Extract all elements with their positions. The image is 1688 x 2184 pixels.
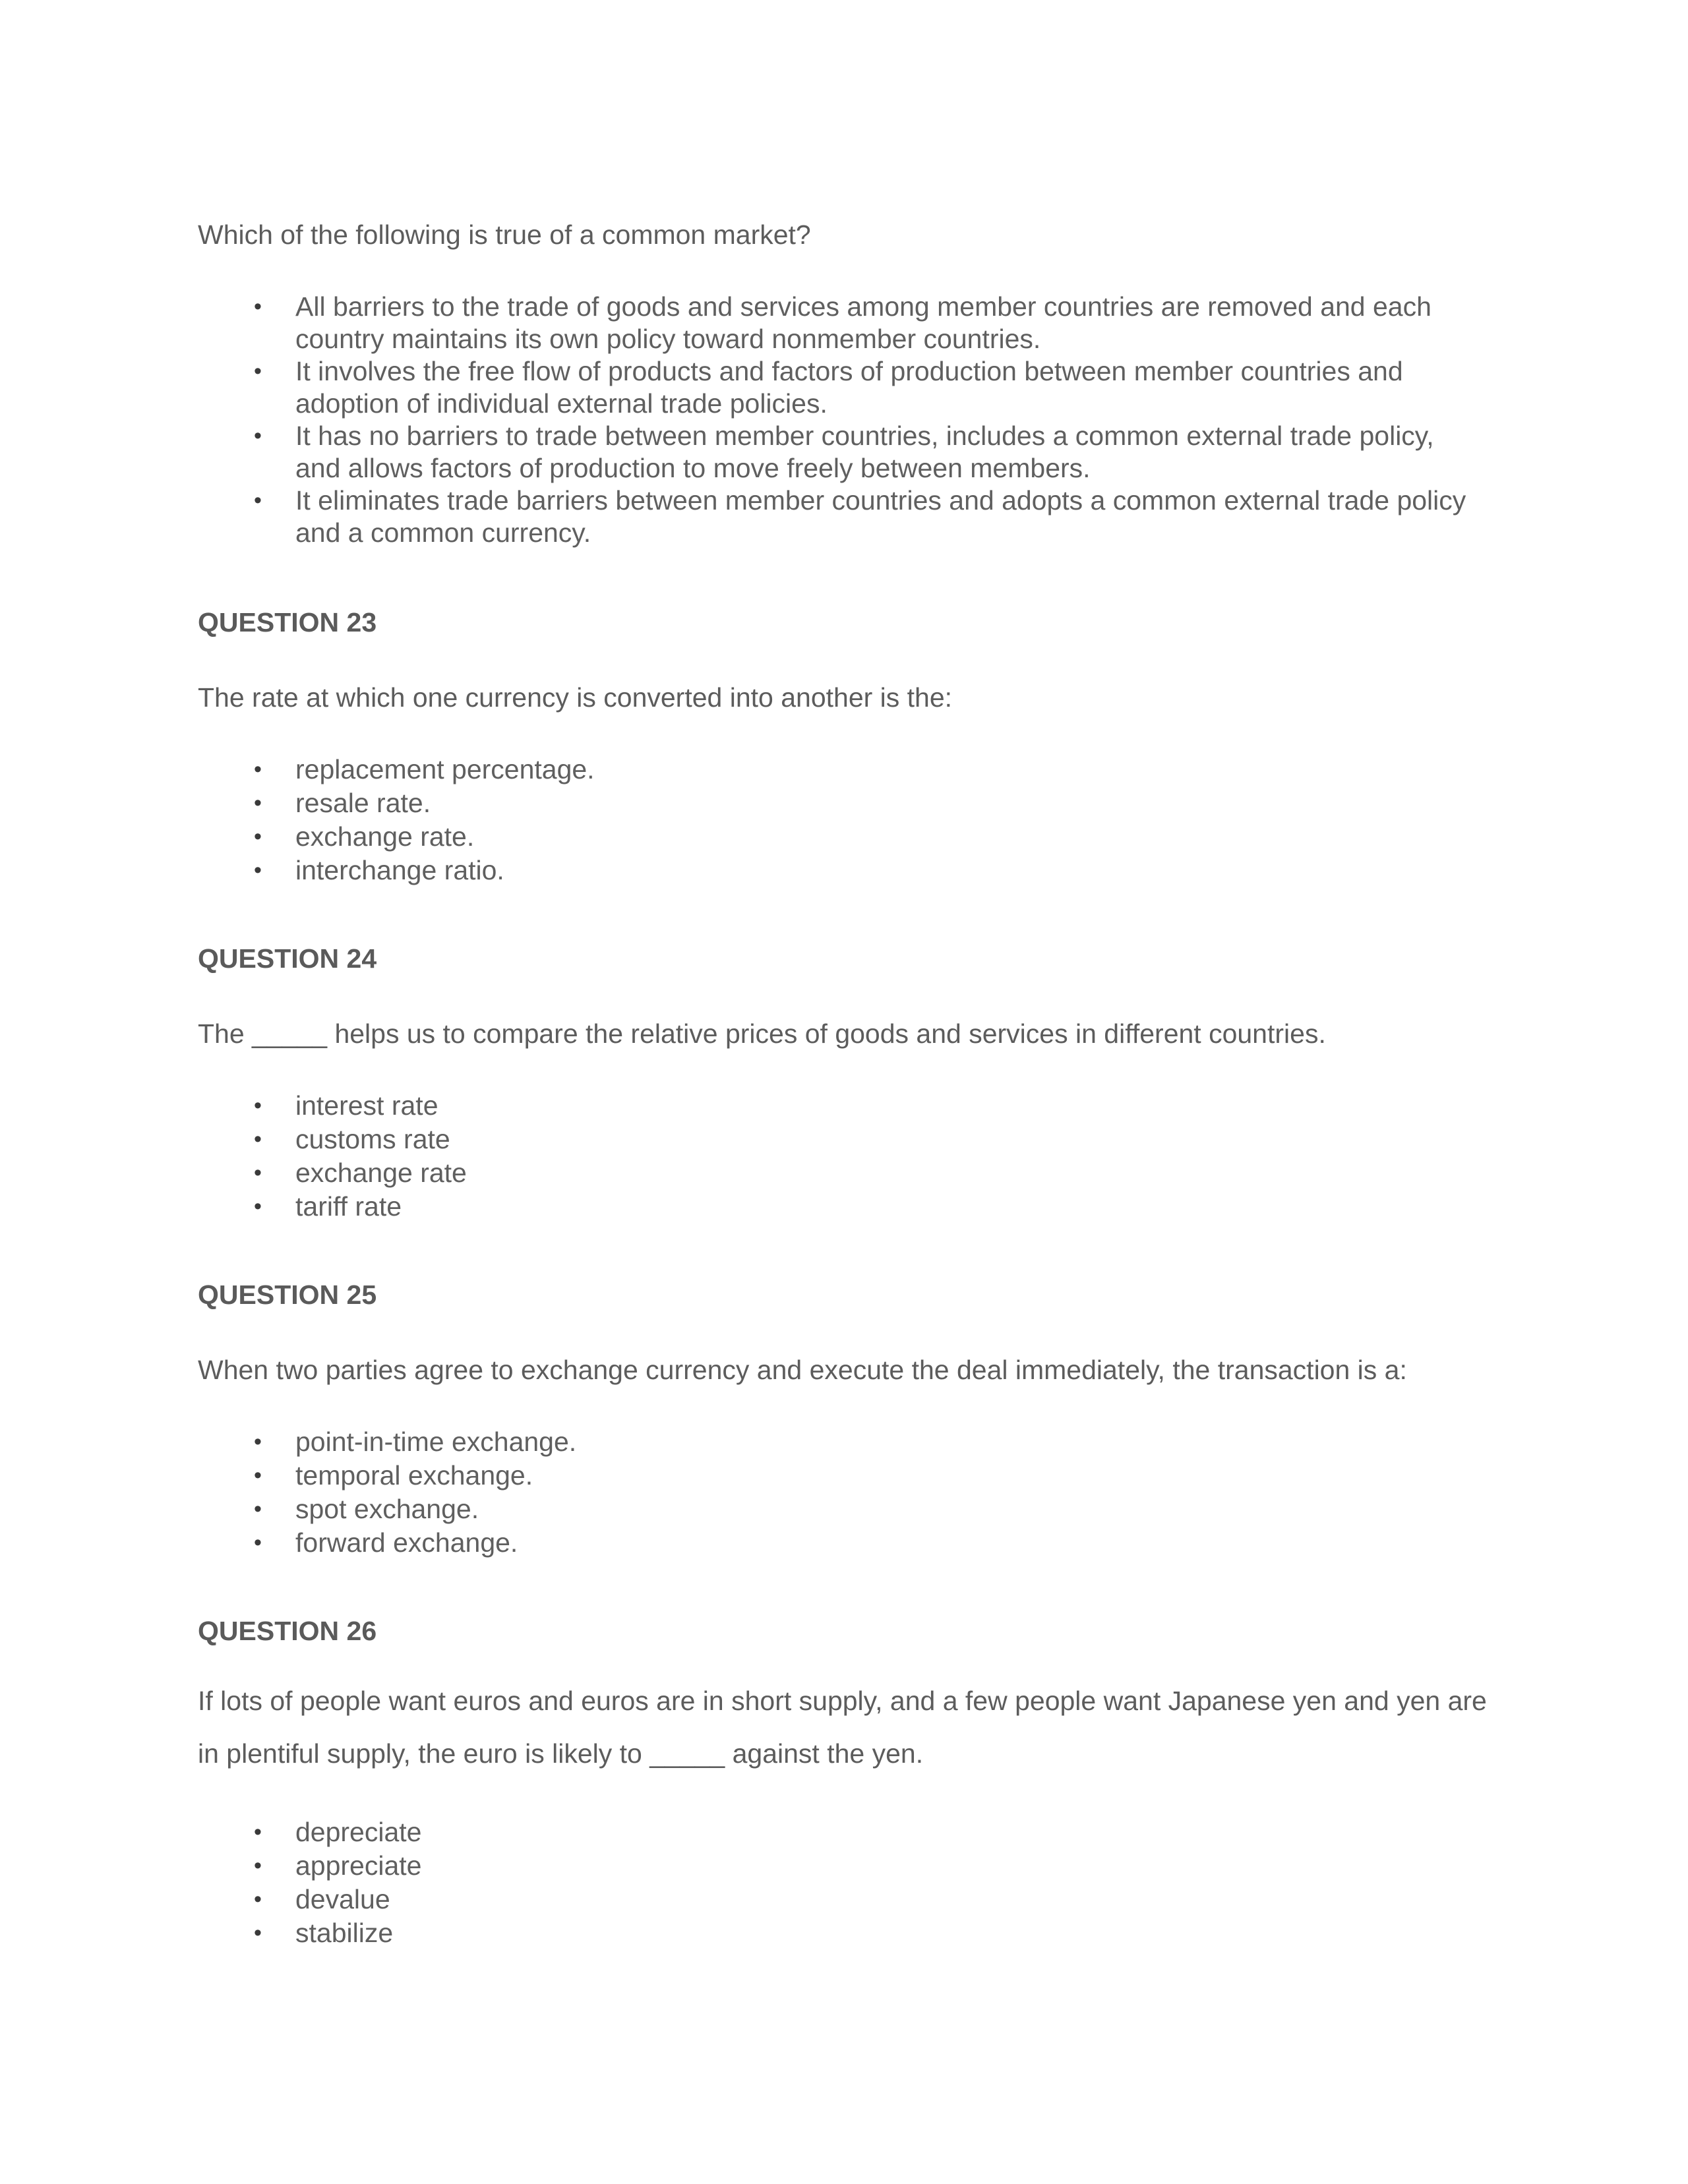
option-text: spot exchange. (295, 1494, 479, 1524)
list-item (248, 1090, 1474, 1122)
option-text: temporal exchange. (295, 1460, 533, 1490)
bullet-icon: • (254, 359, 262, 384)
list-item (248, 355, 1474, 420)
bullet-icon: • (254, 294, 262, 319)
question-23-heading: QUESTION 23 (198, 607, 377, 637)
option-text: appreciate (295, 1850, 422, 1881)
bullet-icon: • (254, 488, 262, 513)
bullet-icon: • (254, 1530, 262, 1555)
question-22-options (248, 291, 1474, 549)
list-item (248, 1191, 1474, 1223)
option-text: forward exchange. (295, 1527, 518, 1558)
question-25-text: When two parties agree to exchange currency and execute the deal immediately, the transaction is a: (198, 1355, 1407, 1385)
question-26-options (248, 1816, 1474, 1949)
question-26-text: If lots of people want euros and euros are in short supply, and a few people want Japanese yen and yen are in plentiful supply, the euro is likely to _____ against the yen. (198, 1686, 1487, 1769)
bullet-icon: • (254, 1194, 262, 1219)
question-23-text: The rate at which one currency is converted into another is the: (198, 682, 953, 713)
option-text: All barriers to the trade of goods and services among member countries are removed and each country maintains its own policy toward nonmember countries. (295, 291, 1432, 354)
question-25-heading: QUESTION 25 (198, 1280, 377, 1310)
list-item (248, 1527, 1474, 1559)
bullet-icon: • (254, 1496, 262, 1521)
option-text: stabilize (295, 1918, 394, 1948)
option-text: It involves the free flow of products and factors of production between member countries and adoption of individual external trade policies. (295, 356, 1403, 419)
list-item (248, 854, 1474, 887)
list-item (248, 1493, 1474, 1525)
question-22-text: Which of the following is true of a common market? (198, 220, 811, 250)
option-text: point-in-time exchange. (295, 1427, 577, 1457)
option-text: tariff rate (295, 1191, 402, 1222)
list-item (248, 1460, 1474, 1492)
bullet-icon: • (254, 1127, 262, 1152)
option-text: devalue (295, 1884, 390, 1914)
option-text: It eliminates trade barriers between member countries and adopts a common external trade policy and a common currency. (295, 485, 1466, 548)
bullet-icon: • (254, 824, 262, 849)
bullet-icon: • (254, 1819, 262, 1845)
bullet-icon: • (254, 1853, 262, 1878)
option-text: interchange ratio. (295, 855, 504, 885)
bullet-icon: • (254, 423, 262, 448)
question-24-options (248, 1090, 1474, 1223)
list-item (248, 821, 1474, 853)
question-26-heading: QUESTION 26 (198, 1616, 377, 1646)
bullet-icon: • (254, 1463, 262, 1488)
question-25-options (248, 1426, 1474, 1559)
list-item (248, 1917, 1474, 1949)
option-text: interest rate (295, 1090, 438, 1121)
option-text: customs rate (295, 1124, 450, 1154)
option-text: exchange rate (295, 1158, 467, 1188)
option-text: It has no barriers to trade between member countries, includes a common external trade policy, and allows factors of production to move freely between members. (295, 421, 1434, 483)
list-item (248, 1850, 1474, 1882)
question-24-text: The _____ helps us to compare the relative prices of goods and services in different countries. (198, 1018, 1326, 1049)
list-item (248, 291, 1474, 355)
option-text: depreciate (295, 1817, 422, 1847)
option-text: resale rate. (295, 788, 431, 818)
list-item (248, 1816, 1474, 1848)
bullet-icon: • (254, 1093, 262, 1118)
list-item (248, 1883, 1474, 1916)
bullet-icon: • (254, 858, 262, 883)
list-item (248, 485, 1474, 549)
option-text: exchange rate. (295, 821, 475, 852)
list-item (248, 1157, 1474, 1189)
bullet-icon: • (254, 1160, 262, 1185)
bullet-icon: • (254, 757, 262, 782)
bullet-icon: • (254, 1887, 262, 1912)
list-item (248, 420, 1474, 485)
question-24-heading: QUESTION 24 (198, 943, 377, 974)
bullet-icon: • (254, 790, 262, 815)
bullet-icon: • (254, 1429, 262, 1454)
bullet-icon: • (254, 1920, 262, 1945)
list-item (248, 1426, 1474, 1458)
option-text: replacement percentage. (295, 754, 595, 784)
list-item (248, 1123, 1474, 1156)
question-23-options (248, 753, 1474, 887)
list-item (248, 753, 1474, 786)
list-item (248, 787, 1474, 819)
